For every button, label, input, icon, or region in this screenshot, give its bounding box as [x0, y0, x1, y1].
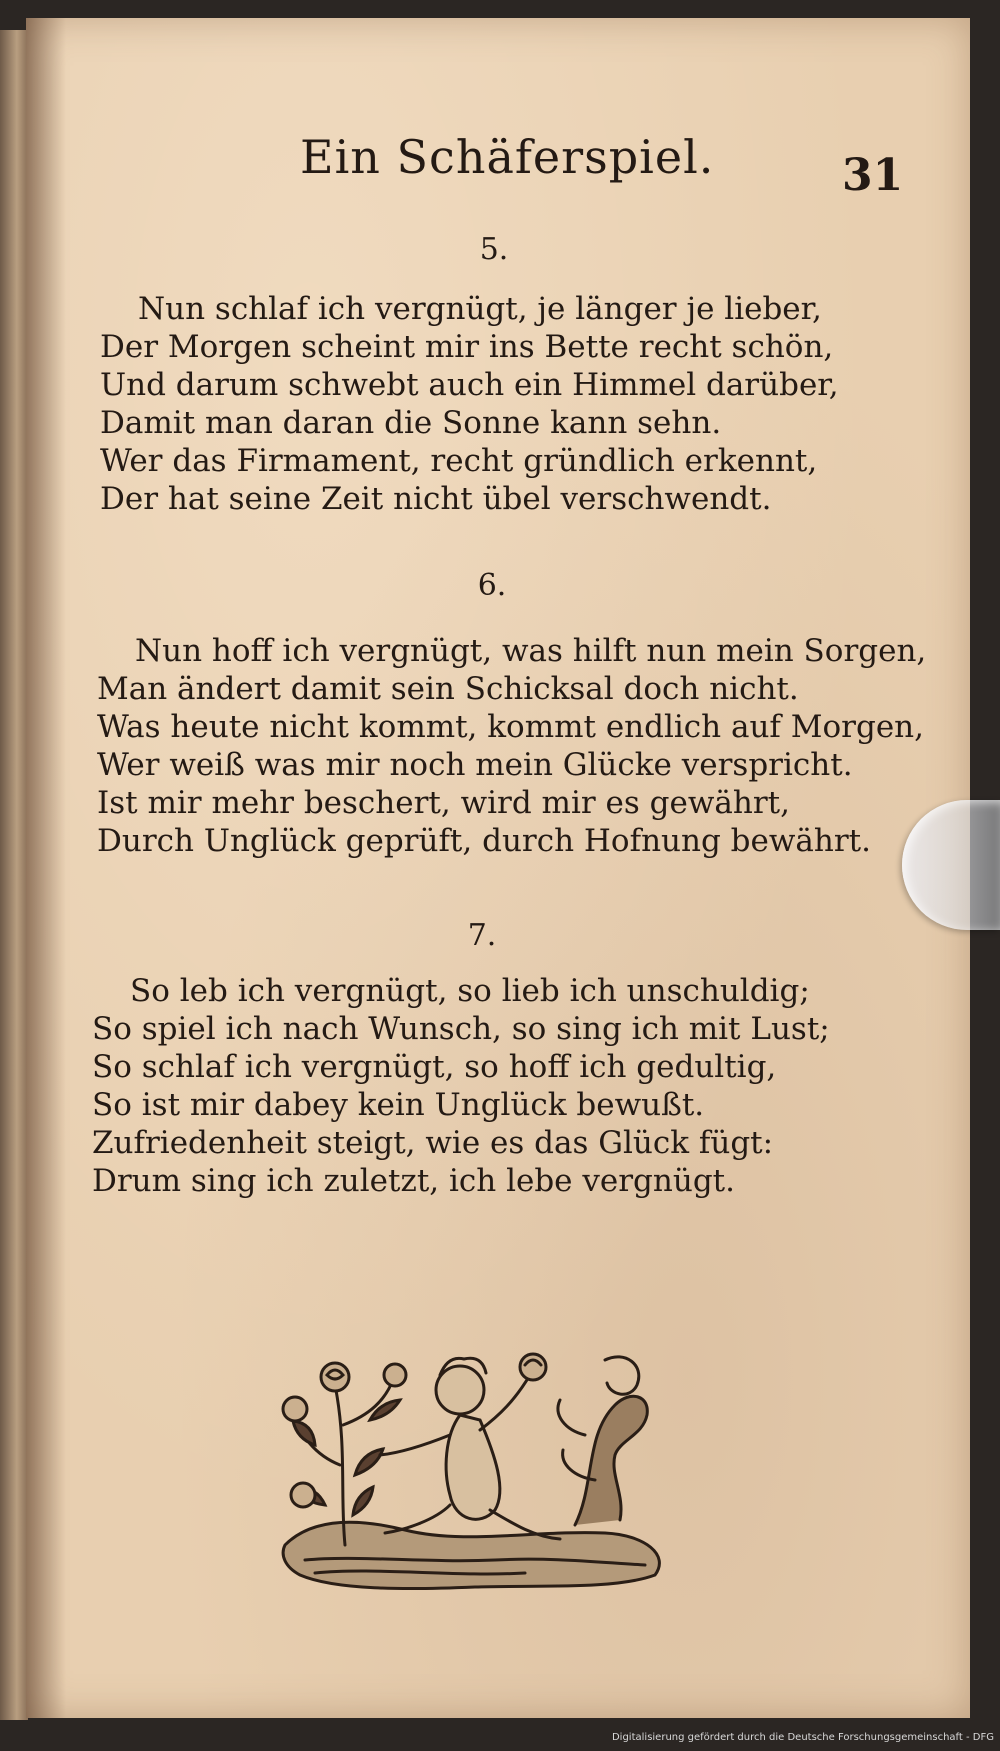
- verse-line: Nun schlaf ich vergnügt, je länger je lieber,: [138, 291, 822, 327]
- verse-line: Wer weiß was mir noch mein Glücke verspricht.: [97, 747, 853, 783]
- stanza-5: [100, 290, 839, 518]
- verse-line: So spiel ich nach Wunsch, so sing ich mit Lust;: [92, 1011, 830, 1047]
- woodcut-vignette-image: [275, 1305, 675, 1595]
- verse-line: So schlaf ich vergnügt, so hoff ich gedultig,: [92, 1049, 777, 1085]
- stanza-number-6: 6.: [477, 568, 507, 603]
- verse-line: Drum sing ich zuletzt, ich lebe vergnügt.: [92, 1163, 735, 1199]
- verse-line: Nun hoff ich vergnügt, was hilft nun mein Sorgen,: [135, 633, 927, 669]
- page-header-title: Ein Schäferspiel.: [300, 130, 715, 184]
- digitization-credit: Digitalisierung gefördert durch die Deutsche Forschungsgemeinschaft - DFG: [611, 1732, 994, 1743]
- verse-line: Damit man daran die Sonne kann sehn.: [100, 405, 722, 441]
- stanza-7: [92, 972, 830, 1200]
- stanza-6: [97, 632, 926, 860]
- stanza-number-5: 5.: [479, 232, 509, 267]
- verse-line: Und darum schwebt auch ein Himmel darüber,: [100, 367, 839, 403]
- verse-line: Der Morgen scheint mir ins Bette recht schön,: [100, 329, 834, 365]
- verse-line: Ist mir mehr beschert, wird mir es gewährt,: [97, 785, 790, 821]
- verse-line: Zufriedenheit steigt, wie es das Glück fügt:: [92, 1125, 774, 1161]
- verse-line: So ist mir dabey kein Unglück bewußt.: [92, 1087, 705, 1123]
- book-spine: [0, 30, 28, 1720]
- verse-line: So leb ich vergnügt, so lieb ich unschuldig;: [130, 973, 810, 1009]
- verse-line: Wer das Firmament, recht gründlich erkennt,: [100, 443, 818, 479]
- verse-line: Man ändert damit sein Schicksal doch nicht.: [97, 671, 799, 707]
- verse-line: Der hat seine Zeit nicht übel verschwendt.: [100, 481, 772, 517]
- page-gutter-shadow: [26, 18, 66, 1718]
- verse-line: Durch Unglück geprüft, durch Hofnung bewährt.: [97, 823, 871, 859]
- verse-line: Was heute nicht kommt, kommt endlich auf Morgen,: [97, 709, 924, 745]
- stanza-number-7: 7.: [467, 918, 497, 953]
- page-number: 31: [842, 150, 904, 201]
